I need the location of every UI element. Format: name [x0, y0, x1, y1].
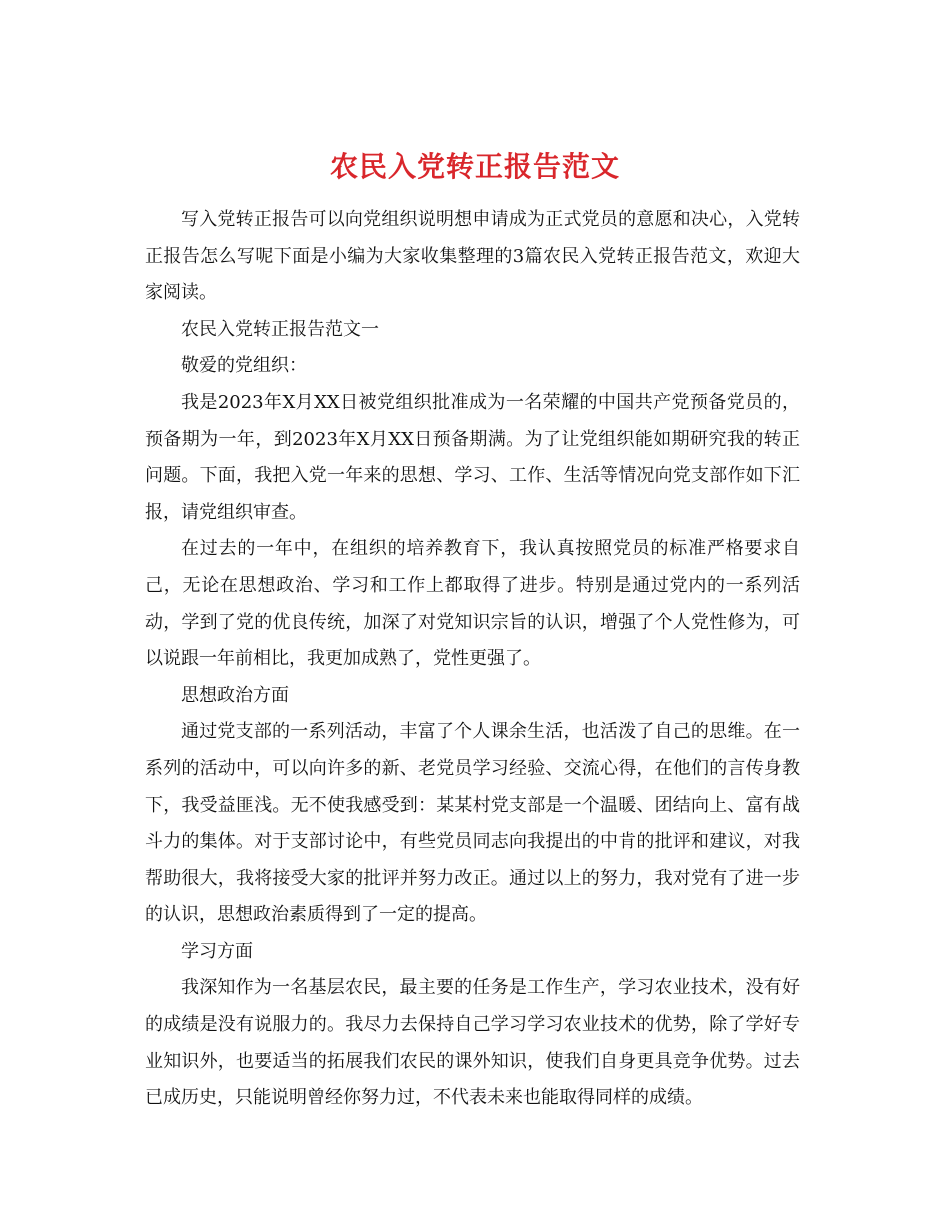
body-paragraph: 在过去的一年中，在组织的培养教育下，我认真按照党员的标准严格要求自己，无论在思想政治、学习和工作上都取得了进步。特别是通过党内的一系列活动，学到了党的优良传统，加深了对党知识宗旨的认识，增强了个人党性修为，可以说跟一年前相比，我更加成熟了，党性更强了。 [145, 538, 800, 670]
document-body [145, 202, 800, 1117]
section-heading: 学习方面 [181, 940, 253, 962]
document-title: 农民入党转正报告范文 [329, 149, 620, 183]
body-paragraph: 我是2023年X月XX日被党组织批准成为一名荣耀的中国共产党预备党员的，预备期为一年，到2023年X月XX日预备期满。为了让党组织能如期研究我的转正问题。下面，我把入党一年来的思想、学习、工作、生活等情况向党支部作如下汇报，请党组织审查。 [145, 391, 800, 523]
section-heading: 农民入党转正报告范文一 [181, 318, 379, 340]
body-paragraph: 通过党支部的一系列活动，丰富了个人课余生活，也活泼了自己的思维。在一系列的活动中，可以向许多的新、老党员学习经验、交流心得，在他们的言传身教下，我受益匪浅。无不使我感受到：某某村党支部是一个温暖、团结向上、富有战斗力的集体。对于支部讨论中，有些党员同志向我提出的中肯的批评和建议，对我帮助很大，我将接受大家的批评并努力改正。通过以上的努力，我对党有了进一步的认识，思想政治素质得到了一定的提高。 [145, 721, 800, 926]
body-paragraph: 我深知作为一名基层农民，最主要的任务是工作生产，学习农业技术，没有好的成绩是没有说服力的。我尽力去保持自己学习学习农业技术的优势，除了学好专业知识外，也要适当的拓展我们农民的课外知识，使我们自身更具竞争优势。过去已成历史，只能说明曾经你努力过，不代表未来也能取得同样的成绩。 [145, 977, 800, 1109]
intro-paragraph: 写入党转正报告可以向党组织说明想申请成为正式党员的意愿和决心，入党转正报告怎么写呢下面是小编为大家收集整理的3篇农民入党转正报告范文，欢迎大家阅读。 [145, 209, 800, 304]
salutation: 敬爱的党组织： [181, 355, 307, 377]
section-heading: 思想政治方面 [181, 684, 289, 706]
